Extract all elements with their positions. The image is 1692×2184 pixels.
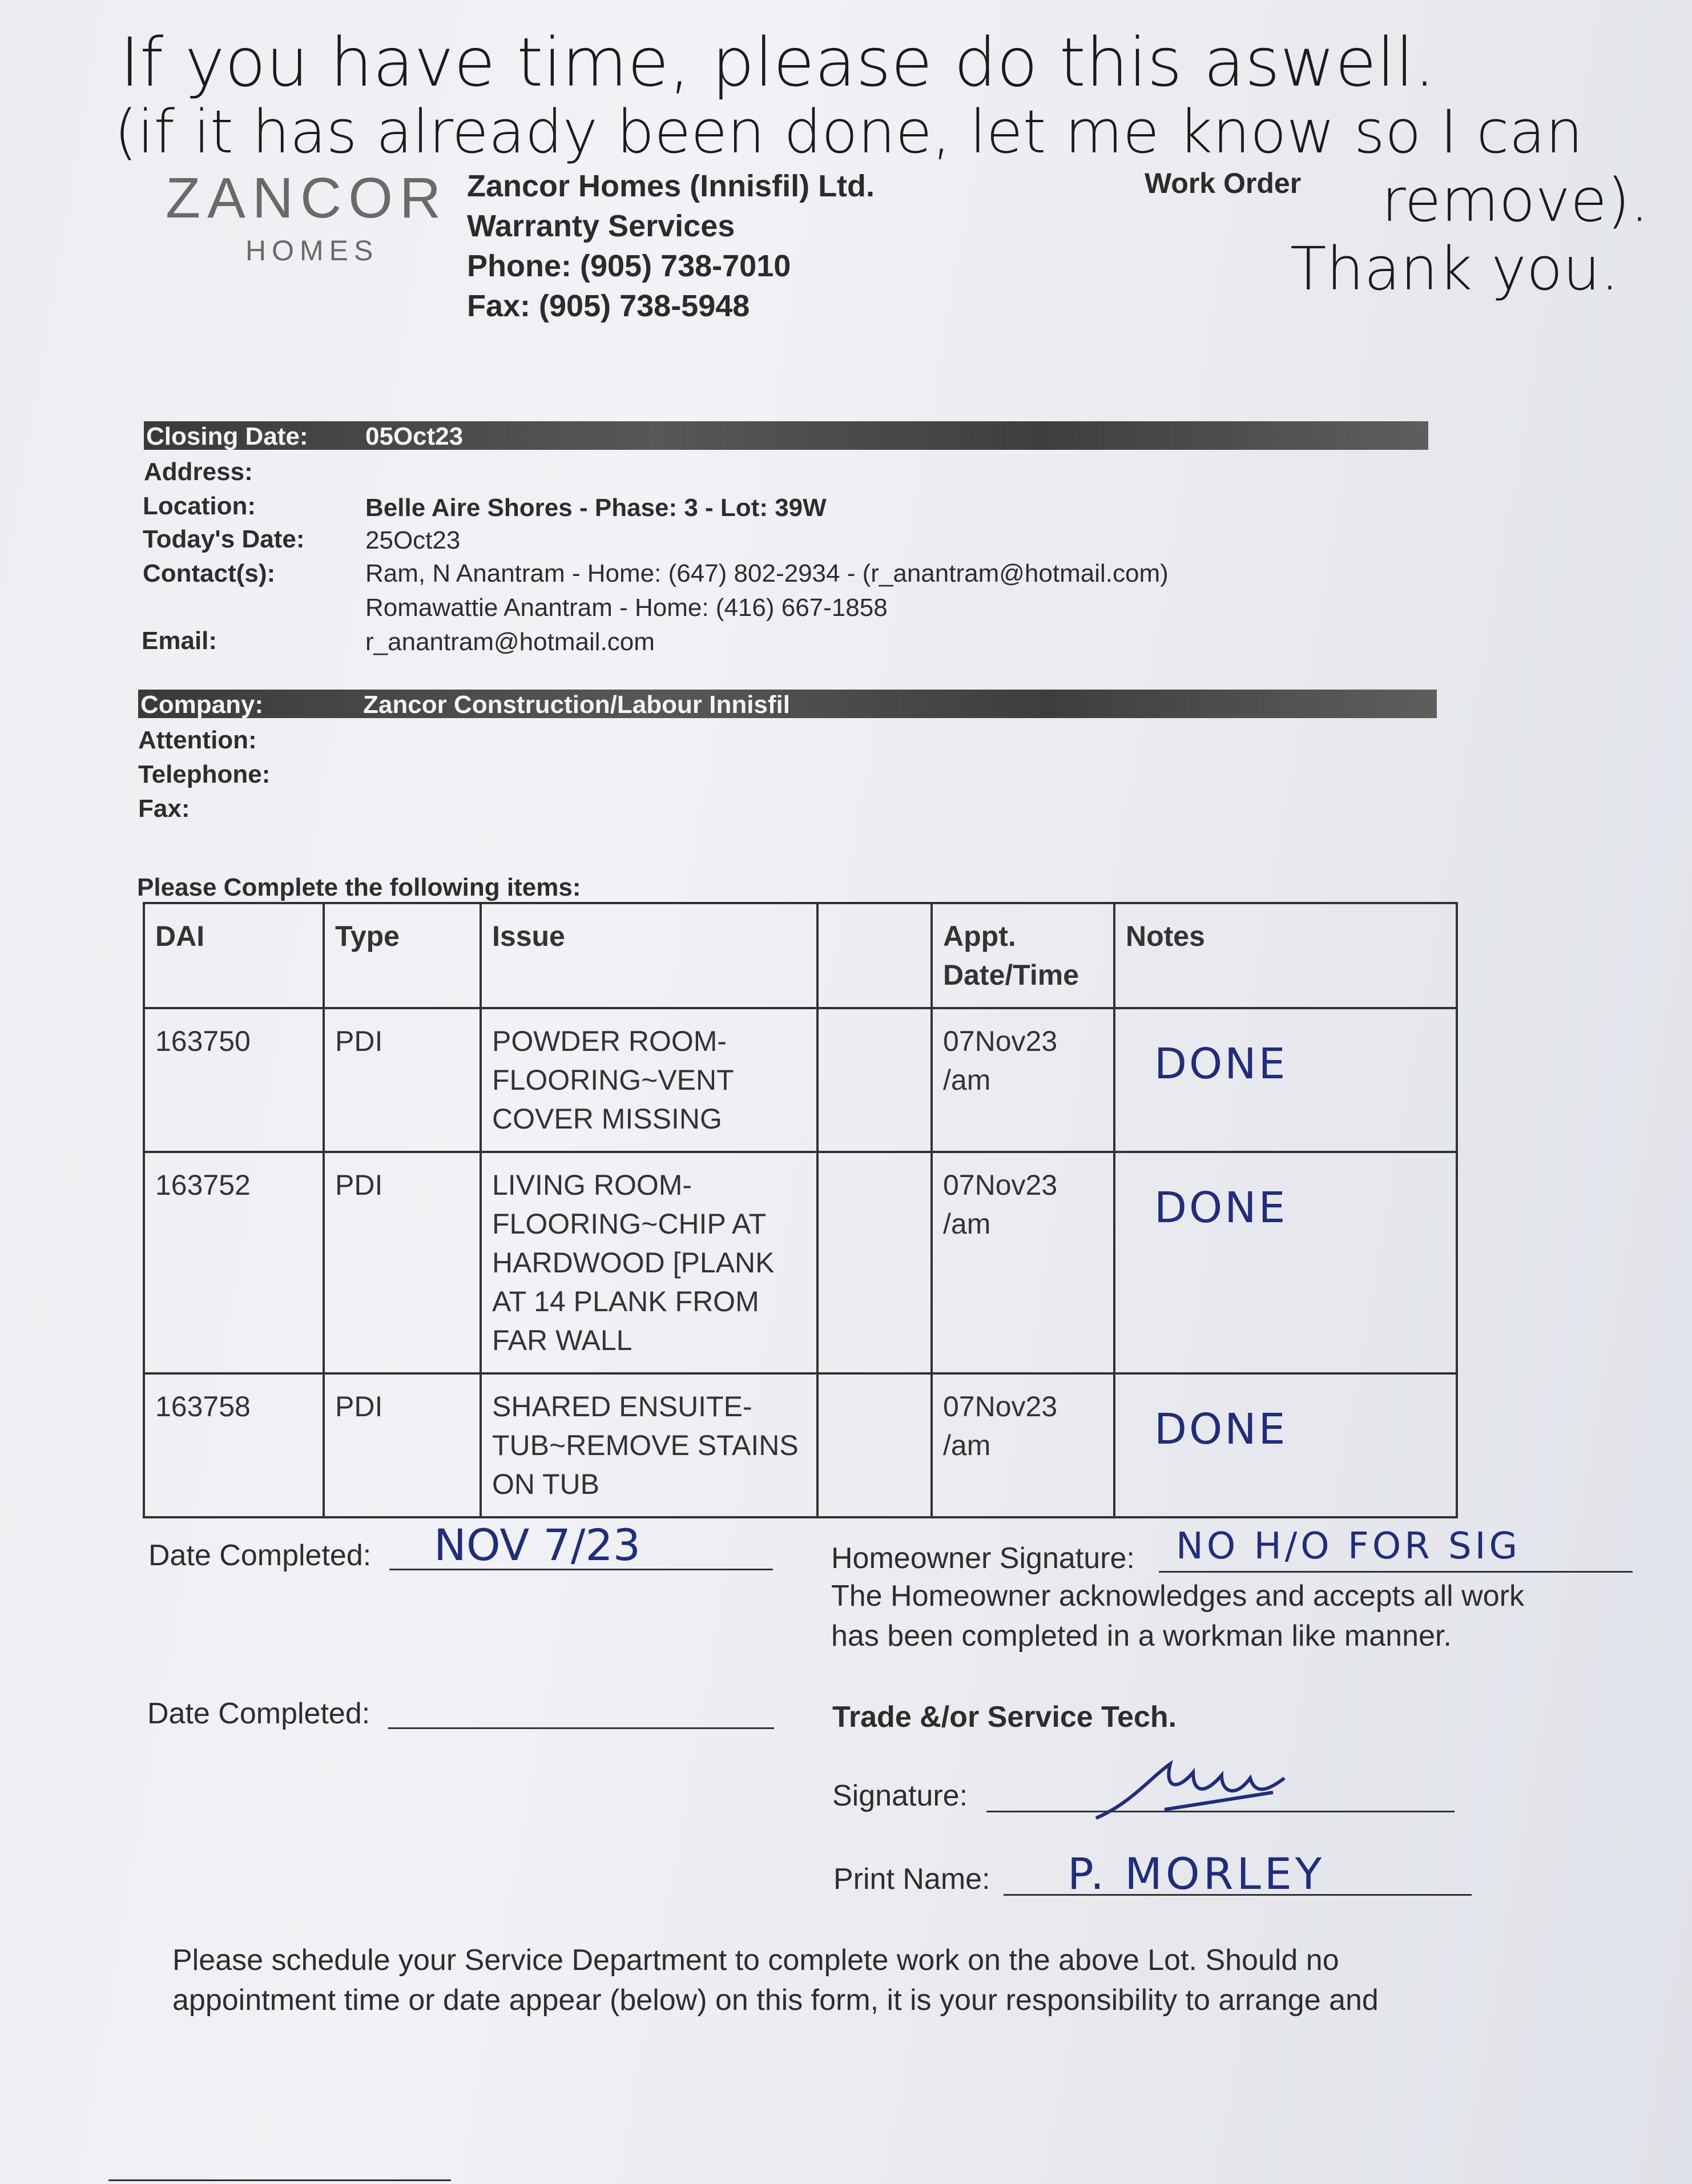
cell-appt: 07Nov23 /am [932,1373,1114,1517]
company-phone: Phone: (905) 738-7010 [467,249,791,283]
header-issue: Issue [481,903,817,1008]
handwritten-note-line1: If you have time, please do this aswell. [120,23,1436,102]
table-header-row [144,903,1457,1008]
cell-dai: 163752 [144,1152,324,1373]
company-value: Zancor Construction/Labour Innisfil [363,691,790,719]
company-department: Warranty Services [467,209,735,243]
attention-label: Attention: [138,726,257,754]
cell-type: PDI [324,1152,481,1373]
cell-notes [1114,1152,1457,1373]
signature-label: Signature: [832,1779,968,1812]
date-completed-2-line [388,1727,774,1729]
table-row [144,1008,1457,1152]
cell-notes [1114,1008,1457,1152]
work-items-table [143,902,1458,1518]
header-type: Type [324,903,481,1008]
header-appt: Appt. Date/Time [932,903,1114,1008]
homeowner-signature-value: NO H/O FOR SIG [1176,1525,1521,1568]
company-bar [138,690,1437,718]
contacts-label: Contact(s): [143,559,276,587]
company-logo-sub: HOMES [245,235,379,267]
todays-date-label: Today's Date: [143,525,305,553]
cell-blank [817,1008,932,1152]
cell-issue: POWDER ROOM-FLOORING~VENT COVER MISSING [481,1008,817,1152]
homeowner-signature-label: Homeowner Signature: [831,1542,1135,1575]
trade-service-tech-label: Trade &/or Service Tech. [832,1701,1177,1734]
acknowledgement-line1: The Homeowner acknowledges and accepts all work [831,1579,1524,1613]
email-value: r_anantram@hotmail.com [365,628,655,656]
cell-type: PDI [324,1373,481,1517]
handwritten-done: DONE [1154,1039,1288,1089]
cell-blank [817,1152,932,1373]
date-completed-value: NOV 7/23 [434,1520,641,1570]
header-notes: Notes [1114,903,1457,1008]
handwritten-note-line4: Thank you. [1290,234,1620,304]
table-row [144,1152,1457,1373]
cell-issue: SHARED ENSUITE-TUB~REMOVE STAINS ON TUB [481,1373,817,1517]
telephone-label: Telephone: [138,760,271,788]
location-value: Belle Aire Shores - Phase: 3 - Lot: 39W [365,494,827,522]
closing-date-label: Closing Date: [146,422,308,450]
cell-dai: 163750 [144,1008,324,1152]
print-name-label: Print Name: [833,1863,990,1896]
contact-1: Ram, N Anantram - Home: (647) 802-2934 - (r_anantram@hotmail.com) [365,559,1169,587]
bottom-rule [108,2179,451,2181]
homeowner-signature-line [1159,1571,1633,1573]
todays-date-value: 25Oct23 [365,526,461,554]
handwritten-done: DONE [1154,1405,1288,1454]
fax-label: Fax: [138,795,190,823]
handwritten-note-line3: remove). [1381,166,1649,235]
date-completed-label: Date Completed: [148,1539,372,1572]
company-label: Company: [140,691,264,719]
cell-dai: 163758 [144,1373,324,1517]
schedule-text-line1: Please schedule your Service Department to complete work on the above Lot. Should no [172,1944,1339,1977]
acknowledgement-line2: has been completed in a workman like manner. [831,1619,1452,1653]
cell-issue: LIVING ROOM-FLOORING~CHIP AT HARDWOOD [PLANK AT 14 PLANK FROM FAR WALL [481,1152,817,1373]
location-label: Location: [143,492,256,520]
email-label: Email: [142,627,217,655]
handwritten-note-line2: (if it has already been done, let me know so I can [114,97,1584,167]
schedule-text-line2: appointment time or date appear (below) on this form, it is your responsibility to arrange and [172,1984,1379,2017]
closing-date-bar [144,421,1428,450]
cell-type: PDI [324,1008,481,1152]
header-blank [817,903,932,1008]
print-name-value: P. MORLEY [1067,1848,1326,1899]
cell-appt: 07Nov23 /am [932,1152,1114,1373]
cell-blank [817,1373,932,1517]
handwritten-done: DONE [1154,1183,1288,1232]
date-completed-2-label: Date Completed: [147,1697,370,1730]
document-type: Work Order [1145,167,1302,199]
address-label: Address: [144,458,253,486]
cell-notes [1114,1373,1457,1517]
tech-signature-scribble [1085,1752,1313,1827]
header-dai: DAI [144,903,324,1008]
contact-2: Romawattie Anantram - Home: (416) 667-1858 [365,594,888,622]
closing-date-value: 05Oct23 [365,422,464,450]
table-row [144,1373,1457,1517]
company-fax: Fax: (905) 738-5948 [467,289,750,323]
company-name: Zancor Homes (Innisfil) Ltd. [467,169,875,203]
cell-appt: 07Nov23 /am [932,1008,1114,1152]
items-intro: Please Complete the following items: [137,873,581,901]
company-logo: ZANCOR [166,166,448,230]
